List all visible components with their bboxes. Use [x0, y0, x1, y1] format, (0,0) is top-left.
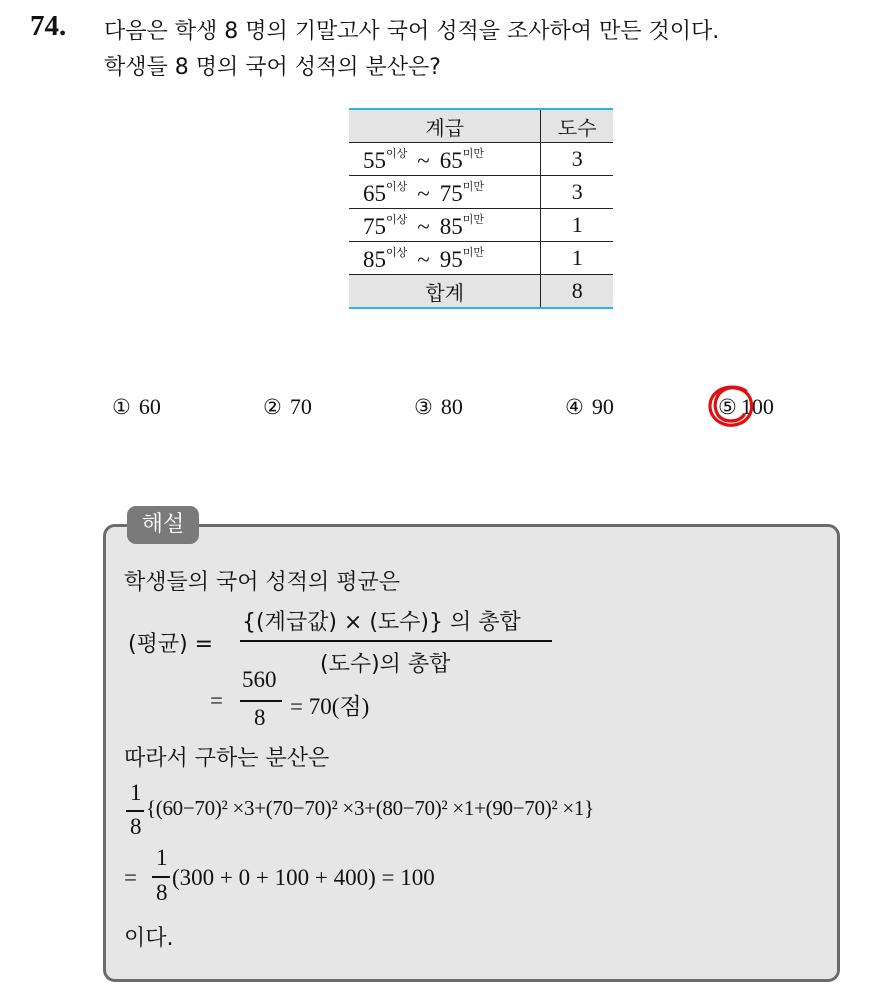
range-tilde: ~: [417, 213, 430, 239]
variance-expression: {(60−70)² ×3+(70−70)² ×3+(80−70)² ×1+(90−70)² ×1}: [146, 796, 594, 820]
question-text-line-1: 다음은 학생 8 명의 기말고사 국어 성적을 조사하여 만든 것이다.: [104, 19, 720, 44]
table-row: [349, 143, 613, 176]
variance-fraction-numerator: 1: [130, 780, 142, 805]
suffix-high: 미만: [462, 179, 484, 193]
class-frequency: 3: [541, 143, 613, 176]
table-row: [349, 242, 613, 275]
total-value: 8: [541, 275, 613, 309]
choice-value: 80: [440, 394, 463, 419]
result-fraction-denominator: 8: [156, 880, 168, 905]
range-high: 65: [439, 147, 463, 173]
suffix-low: 이상: [386, 245, 408, 259]
eq2-denominator: 8: [254, 705, 266, 730]
eq2-result: = 70(점): [290, 694, 370, 719]
range-low: 55: [363, 147, 386, 173]
solution-line-variance-intro: 따라서 구하는 분산은: [124, 746, 330, 771]
range-tilde: ~: [417, 246, 430, 272]
range-high: 85: [439, 213, 463, 239]
choice-value: 90: [591, 394, 614, 419]
choice-2[interactable]: [263, 394, 312, 420]
suffix-low: 이상: [386, 179, 408, 193]
suffix-low: 이상: [386, 146, 408, 160]
table-row: [349, 209, 613, 242]
table-total-row: [349, 275, 613, 309]
choice-number: ③: [414, 395, 433, 419]
eq2-numerator: 560: [242, 667, 277, 692]
mean-label: (평균) =: [128, 632, 214, 657]
solution-line-mean-intro: 학생들의 국어 성적의 평균은: [124, 570, 401, 595]
suffix-high: 미만: [462, 212, 484, 226]
choice-value: 100: [740, 394, 774, 419]
choice-number: ④: [565, 395, 584, 419]
answer-circle-mark-icon: [706, 383, 758, 431]
range-high: 95: [439, 246, 463, 272]
choice-number: ①: [112, 395, 131, 419]
mean-fraction-numerator: {(계급값) × (도수)} 의 총합: [242, 610, 521, 635]
class-frequency: 1: [541, 209, 613, 242]
suffix-low: 이상: [386, 212, 408, 226]
range-tilde: ~: [417, 147, 430, 173]
variance-fraction-denominator: 8: [130, 814, 142, 839]
class-range: [349, 176, 541, 209]
question-text-line-2: 학생들 8 명의 국어 성적의 분산은?: [104, 55, 441, 80]
variance-fraction-bar: [126, 810, 144, 812]
range-tilde: ~: [417, 180, 430, 206]
class-range: [349, 209, 541, 242]
result-expression: (300 + 0 + 100 + 400) = 100: [172, 865, 435, 890]
choice-number: ②: [263, 395, 282, 419]
frequency-table: [349, 108, 613, 309]
class-range: [349, 143, 541, 176]
solution-closing: 이다.: [124, 926, 174, 951]
range-low: 65: [363, 180, 386, 206]
class-range: [349, 242, 541, 275]
choice-number: ⑤: [718, 395, 737, 419]
result-fraction-numerator: 1: [156, 845, 168, 870]
choice-4[interactable]: [565, 394, 614, 420]
eq2-equals: =: [210, 688, 223, 713]
table-row: [349, 176, 613, 209]
class-frequency: 3: [541, 176, 613, 209]
choice-value: 70: [289, 394, 312, 419]
choice-value: 60: [138, 394, 161, 419]
table-header-row: [349, 109, 613, 143]
range-high: 75: [439, 180, 463, 206]
choice-3[interactable]: [414, 394, 463, 420]
mean-fraction-bar: [240, 640, 552, 642]
header-class: 계급: [349, 109, 541, 143]
range-low: 85: [363, 246, 386, 272]
header-frequency: 도수: [541, 109, 613, 143]
class-frequency: 1: [541, 242, 613, 275]
mean-fraction-denominator: (도수)의 총합: [320, 652, 451, 677]
range-low: 75: [363, 213, 386, 239]
question-number: 74.: [30, 10, 67, 42]
eq2-fraction-bar: [240, 700, 282, 702]
suffix-high: 미만: [462, 245, 484, 259]
total-label: 합계: [349, 275, 541, 309]
choice-1[interactable]: [112, 394, 161, 420]
result-equals: =: [124, 865, 137, 890]
suffix-high: 미만: [462, 146, 484, 160]
result-fraction-bar: [152, 876, 170, 878]
solution-tag: 해설: [127, 506, 199, 544]
